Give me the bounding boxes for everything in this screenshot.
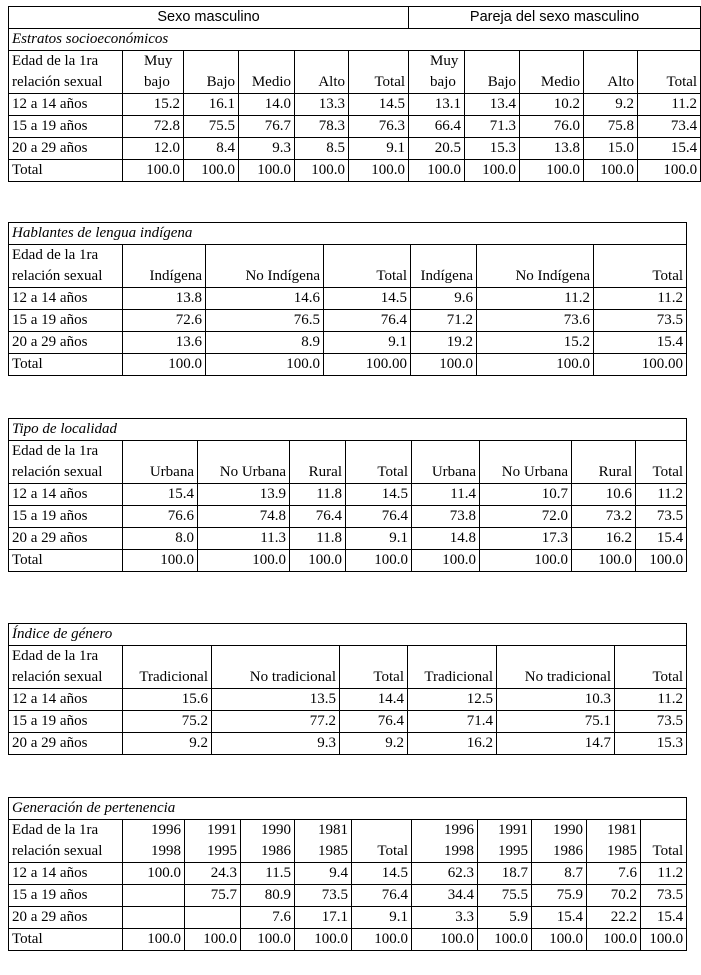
- table-cell: [123, 885, 185, 907]
- table-cell: 13.8: [123, 288, 206, 310]
- table-cell: 17.1: [295, 907, 352, 929]
- table-estratos: [8, 6, 701, 182]
- table-cell: 15.4: [594, 332, 687, 354]
- table-row: [9, 907, 687, 929]
- table-cell: 22.2: [587, 907, 641, 929]
- table-cell: 75.5: [184, 116, 239, 138]
- table-cell: 11.8: [290, 484, 346, 506]
- table-cell: 71.4: [408, 711, 497, 733]
- table-cell: 15.4: [532, 907, 587, 929]
- table-row: [9, 689, 687, 711]
- table-cell: 100.0: [349, 160, 409, 182]
- row-label: 12 a 14 años: [9, 484, 123, 506]
- table-cell: 100.0: [346, 550, 412, 572]
- col-header: 1996 1998: [123, 820, 185, 863]
- table-cell: 76.4: [324, 310, 411, 332]
- col-header: Total: [346, 441, 412, 484]
- table-cell: 75.9: [532, 885, 587, 907]
- table-cell: 9.6: [411, 288, 477, 310]
- table-cell: 100.0: [587, 929, 641, 951]
- table-cell: 100.0: [239, 160, 295, 182]
- table-cell: 100.0: [584, 160, 638, 182]
- col-header: Tradicional: [408, 646, 497, 689]
- table-localidad: [8, 418, 687, 572]
- table-cell: 16.2: [572, 528, 636, 550]
- row-label: 15 a 19 años: [9, 310, 123, 332]
- table-cell: 15.4: [641, 907, 687, 929]
- table-cell: 100.0: [480, 550, 572, 572]
- table-cell: 73.5: [636, 506, 687, 528]
- col-header: No Indígena: [206, 245, 324, 288]
- table-cell: 76.4: [346, 506, 412, 528]
- col-header: Bajo: [184, 51, 239, 94]
- table-cell: 11.2: [477, 288, 594, 310]
- table-hablantes: [8, 222, 687, 376]
- table-cell: 75.7: [185, 885, 241, 907]
- table-cell: 13.5: [212, 689, 340, 711]
- table-cell: 10.6: [572, 484, 636, 506]
- table-cell: 11.8: [290, 528, 346, 550]
- row-label: 20 a 29 años: [9, 907, 123, 929]
- table-cell: [185, 907, 241, 929]
- table-cell: 7.6: [587, 863, 641, 885]
- table-cell: 13.4: [465, 94, 520, 116]
- header-sexo-masculino: Sexo masculino: [9, 7, 409, 29]
- table-cell: 75.8: [584, 116, 638, 138]
- table-cell: 76.6: [123, 506, 198, 528]
- table-genero: [8, 623, 687, 755]
- table-cell: 13.9: [198, 484, 290, 506]
- table-cell: 20.5: [409, 138, 465, 160]
- table-cell: 100.0: [478, 929, 532, 951]
- col-header: Medio: [520, 51, 584, 94]
- table-cell: 74.8: [198, 506, 290, 528]
- table-cell: 11.4: [412, 484, 480, 506]
- table-cell: 100.0: [290, 550, 346, 572]
- col-header: Rural: [290, 441, 346, 484]
- table-cell: 100.00: [594, 354, 687, 376]
- table-cell: 9.1: [349, 138, 409, 160]
- table-cell: 8.4: [184, 138, 239, 160]
- table-cell: 11.2: [638, 94, 701, 116]
- table-row: [9, 138, 701, 160]
- col-header: 1990 1986: [241, 820, 295, 863]
- table-cell: 73.5: [615, 711, 687, 733]
- table-cell: 14.4: [340, 689, 408, 711]
- table-row: [9, 288, 687, 310]
- table-cell: 15.4: [636, 528, 687, 550]
- table-cell: 12.5: [408, 689, 497, 711]
- table-cell: 14.8: [412, 528, 480, 550]
- table-cell: 13.8: [520, 138, 584, 160]
- table-cell: 100.0: [123, 354, 206, 376]
- table-cell: 9.4: [295, 863, 352, 885]
- row-label-header: Edad de la 1ra relación sexual: [9, 245, 123, 288]
- table-cell: 8.7: [532, 863, 587, 885]
- table-row: [9, 94, 701, 116]
- table-cell: 78.3: [295, 116, 349, 138]
- col-header: Muy bajo: [123, 51, 184, 94]
- column-header-row: [9, 441, 687, 484]
- col-header: Muy bajo: [409, 51, 465, 94]
- row-label-header: Edad de la 1ra relación sexual: [9, 51, 123, 94]
- row-label: 20 a 29 años: [9, 138, 123, 160]
- col-header: Total: [324, 245, 411, 288]
- table-cell: 34.4: [412, 885, 478, 907]
- table-row: [9, 506, 687, 528]
- row-label-header: Edad de la 1ra relación sexual: [9, 820, 123, 863]
- table-cell: 100.0: [241, 929, 295, 951]
- table-cell: 71.3: [465, 116, 520, 138]
- row-label: 15 a 19 años: [9, 711, 123, 733]
- table-cell: 80.9: [241, 885, 295, 907]
- table-cell: 10.7: [480, 484, 572, 506]
- row-label-header: Edad de la 1ra relación sexual: [9, 441, 123, 484]
- col-header: Total: [641, 820, 687, 863]
- total-row: [9, 929, 687, 951]
- table-cell: 15.4: [123, 484, 198, 506]
- table-cell: 5.9: [478, 907, 532, 929]
- table-cell: 18.7: [478, 863, 532, 885]
- row-label: 20 a 29 años: [9, 528, 123, 550]
- table-cell: 8.5: [295, 138, 349, 160]
- col-header: Total: [594, 245, 687, 288]
- row-label: 12 a 14 años: [9, 689, 123, 711]
- table-cell: 100.0: [465, 160, 520, 182]
- table-cell: 100.0: [638, 160, 701, 182]
- col-header: 1991 1995: [478, 820, 532, 863]
- section-title-generacion: Generación de pertenencia: [9, 798, 687, 820]
- table-cell: 9.3: [212, 733, 340, 755]
- total-row: [9, 354, 687, 376]
- table-row: [9, 116, 701, 138]
- table-cell: 8.9: [206, 332, 324, 354]
- col-header: Total: [615, 646, 687, 689]
- table-cell: 100.0: [520, 160, 584, 182]
- table-cell: 14.5: [352, 863, 412, 885]
- col-header: No Indígena: [477, 245, 594, 288]
- table-row: [9, 310, 687, 332]
- table-cell: 100.0: [636, 550, 687, 572]
- table-cell: 15.2: [477, 332, 594, 354]
- table-cell: 100.0: [412, 550, 480, 572]
- table-cell: 72.6: [123, 310, 206, 332]
- table-cell: 76.4: [340, 711, 408, 733]
- table-cell: 14.7: [497, 733, 615, 755]
- section-title-localidad: Tipo de localidad: [9, 419, 687, 441]
- table-cell: 100.0: [123, 160, 184, 182]
- table-cell: 16.1: [184, 94, 239, 116]
- table-cell: 73.2: [572, 506, 636, 528]
- table-cell: 100.00: [324, 354, 411, 376]
- row-label: 20 a 29 años: [9, 332, 123, 354]
- table-cell: 62.3: [412, 863, 478, 885]
- table-cell: 100.0: [411, 354, 477, 376]
- col-header: Urbana: [412, 441, 480, 484]
- table-cell: 10.2: [520, 94, 584, 116]
- table-cell: 73.6: [477, 310, 594, 332]
- header-pareja-masculino: Pareja del sexo masculino: [409, 7, 701, 29]
- row-label: Total: [9, 354, 123, 376]
- table-cell: 9.2: [123, 733, 212, 755]
- col-header: Indígena: [411, 245, 477, 288]
- table-cell: 75.2: [123, 711, 212, 733]
- column-header-row: [9, 646, 687, 689]
- table-cell: 17.3: [480, 528, 572, 550]
- table-cell: 9.2: [584, 94, 638, 116]
- table-generacion: [8, 797, 687, 951]
- row-label: 15 a 19 años: [9, 885, 123, 907]
- table-cell: 14.5: [324, 288, 411, 310]
- table-row: [9, 484, 687, 506]
- col-header: No Urbana: [480, 441, 572, 484]
- table-cell: 11.2: [615, 689, 687, 711]
- table-cell: 75.1: [497, 711, 615, 733]
- col-header: Tradicional: [123, 646, 212, 689]
- table-cell: 72.8: [123, 116, 184, 138]
- table-row: [9, 711, 687, 733]
- table-cell: 11.5: [241, 863, 295, 885]
- table-cell: 14.6: [206, 288, 324, 310]
- col-header: 1996 1998: [412, 820, 478, 863]
- table-cell: 100.0: [641, 929, 687, 951]
- table-cell: 100.0: [477, 354, 594, 376]
- table-cell: 10.3: [497, 689, 615, 711]
- col-header: No tradicional: [497, 646, 615, 689]
- row-label: 12 a 14 años: [9, 94, 123, 116]
- table-cell: 11.2: [636, 484, 687, 506]
- table-cell: 100.0: [198, 550, 290, 572]
- table-cell: 76.7: [239, 116, 295, 138]
- table-cell: 66.4: [409, 116, 465, 138]
- table-cell: 73.5: [295, 885, 352, 907]
- table-cell: 100.0: [572, 550, 636, 572]
- table-cell: 100.0: [412, 929, 478, 951]
- col-header: Alto: [584, 51, 638, 94]
- table-cell: [123, 907, 185, 929]
- table-cell: 9.1: [346, 528, 412, 550]
- table-cell: 9.1: [352, 907, 412, 929]
- col-header: Medio: [239, 51, 295, 94]
- col-header: Total: [638, 51, 701, 94]
- table-cell: 8.0: [123, 528, 198, 550]
- table-cell: 100.0: [409, 160, 465, 182]
- col-header: Bajo: [465, 51, 520, 94]
- table-cell: 76.4: [290, 506, 346, 528]
- table-cell: 15.3: [615, 733, 687, 755]
- table-row: [9, 733, 687, 755]
- table-cell: 13.3: [295, 94, 349, 116]
- table-cell: 19.2: [411, 332, 477, 354]
- row-label-header: Edad de la 1ra relación sexual: [9, 646, 123, 689]
- column-header-row: [9, 51, 701, 94]
- table-cell: 100.0: [185, 929, 241, 951]
- table-cell: 77.2: [212, 711, 340, 733]
- table-cell: 14.0: [239, 94, 295, 116]
- table-row: [9, 332, 687, 354]
- column-header-row: [9, 245, 687, 288]
- table-cell: 76.5: [206, 310, 324, 332]
- row-label: Total: [9, 550, 123, 572]
- table-cell: 11.2: [594, 288, 687, 310]
- col-header: 1981 1985: [587, 820, 641, 863]
- col-header: Urbana: [123, 441, 198, 484]
- table-cell: 16.2: [408, 733, 497, 755]
- col-header: 1990 1986: [532, 820, 587, 863]
- table-cell: 76.3: [349, 116, 409, 138]
- row-label: 12 a 14 años: [9, 288, 123, 310]
- table-cell: 73.5: [641, 885, 687, 907]
- table-cell: 100.0: [352, 929, 412, 951]
- table-cell: 15.6: [123, 689, 212, 711]
- table-cell: 13.6: [123, 332, 206, 354]
- row-label: 20 a 29 años: [9, 733, 123, 755]
- table-cell: 76.0: [520, 116, 584, 138]
- table-cell: 100.0: [532, 929, 587, 951]
- col-header: Rural: [572, 441, 636, 484]
- table-cell: 100.0: [206, 354, 324, 376]
- table-cell: 24.3: [185, 863, 241, 885]
- table-cell: 70.2: [587, 885, 641, 907]
- table-cell: 100.0: [295, 160, 349, 182]
- col-header: Alto: [295, 51, 349, 94]
- table-cell: 14.5: [349, 94, 409, 116]
- table-cell: 100.0: [123, 863, 185, 885]
- table-cell: 11.2: [641, 863, 687, 885]
- row-label: 15 a 19 años: [9, 116, 123, 138]
- col-header: Total: [340, 646, 408, 689]
- total-row: [9, 550, 687, 572]
- table-cell: 100.0: [123, 929, 185, 951]
- column-header-row: [9, 820, 687, 863]
- table-cell: 71.2: [411, 310, 477, 332]
- table-cell: 15.2: [123, 94, 184, 116]
- row-label: Total: [9, 929, 123, 951]
- table-cell: 75.5: [478, 885, 532, 907]
- table-cell: 15.0: [584, 138, 638, 160]
- table-cell: 9.1: [324, 332, 411, 354]
- row-label: Total: [9, 160, 123, 182]
- col-header: No tradicional: [212, 646, 340, 689]
- col-header: Total: [349, 51, 409, 94]
- table-cell: 12.0: [123, 138, 184, 160]
- table-row: [9, 885, 687, 907]
- table-cell: 73.5: [594, 310, 687, 332]
- table-cell: 11.3: [198, 528, 290, 550]
- table-row: [9, 528, 687, 550]
- table-cell: 15.4: [638, 138, 701, 160]
- section-title-genero: Índice de género: [9, 624, 687, 646]
- table-cell: 7.6: [241, 907, 295, 929]
- col-header: Indígena: [123, 245, 206, 288]
- table-cell: 9.2: [340, 733, 408, 755]
- table-cell: 15.3: [465, 138, 520, 160]
- col-header: Total: [352, 820, 412, 863]
- table-cell: 76.4: [352, 885, 412, 907]
- table-cell: 72.0: [480, 506, 572, 528]
- table-cell: 100.0: [184, 160, 239, 182]
- section-title-estratos: Estratos socioeconómicos: [9, 29, 701, 51]
- table-cell: 100.0: [123, 550, 198, 572]
- row-label: 15 a 19 años: [9, 506, 123, 528]
- table-cell: 13.1: [409, 94, 465, 116]
- table-cell: 73.8: [412, 506, 480, 528]
- table-cell: 3.3: [412, 907, 478, 929]
- col-header: 1981 1985: [295, 820, 352, 863]
- table-cell: 14.5: [346, 484, 412, 506]
- col-header: 1991 1995: [185, 820, 241, 863]
- row-label: 12 a 14 años: [9, 863, 123, 885]
- table-cell: 73.4: [638, 116, 701, 138]
- col-header: Total: [636, 441, 687, 484]
- col-header: No Urbana: [198, 441, 290, 484]
- table-cell: 100.0: [295, 929, 352, 951]
- table-cell: 9.3: [239, 138, 295, 160]
- table-row: [9, 863, 687, 885]
- section-title-hablantes: Hablantes de lengua indígena: [9, 223, 687, 245]
- total-row: [9, 160, 701, 182]
